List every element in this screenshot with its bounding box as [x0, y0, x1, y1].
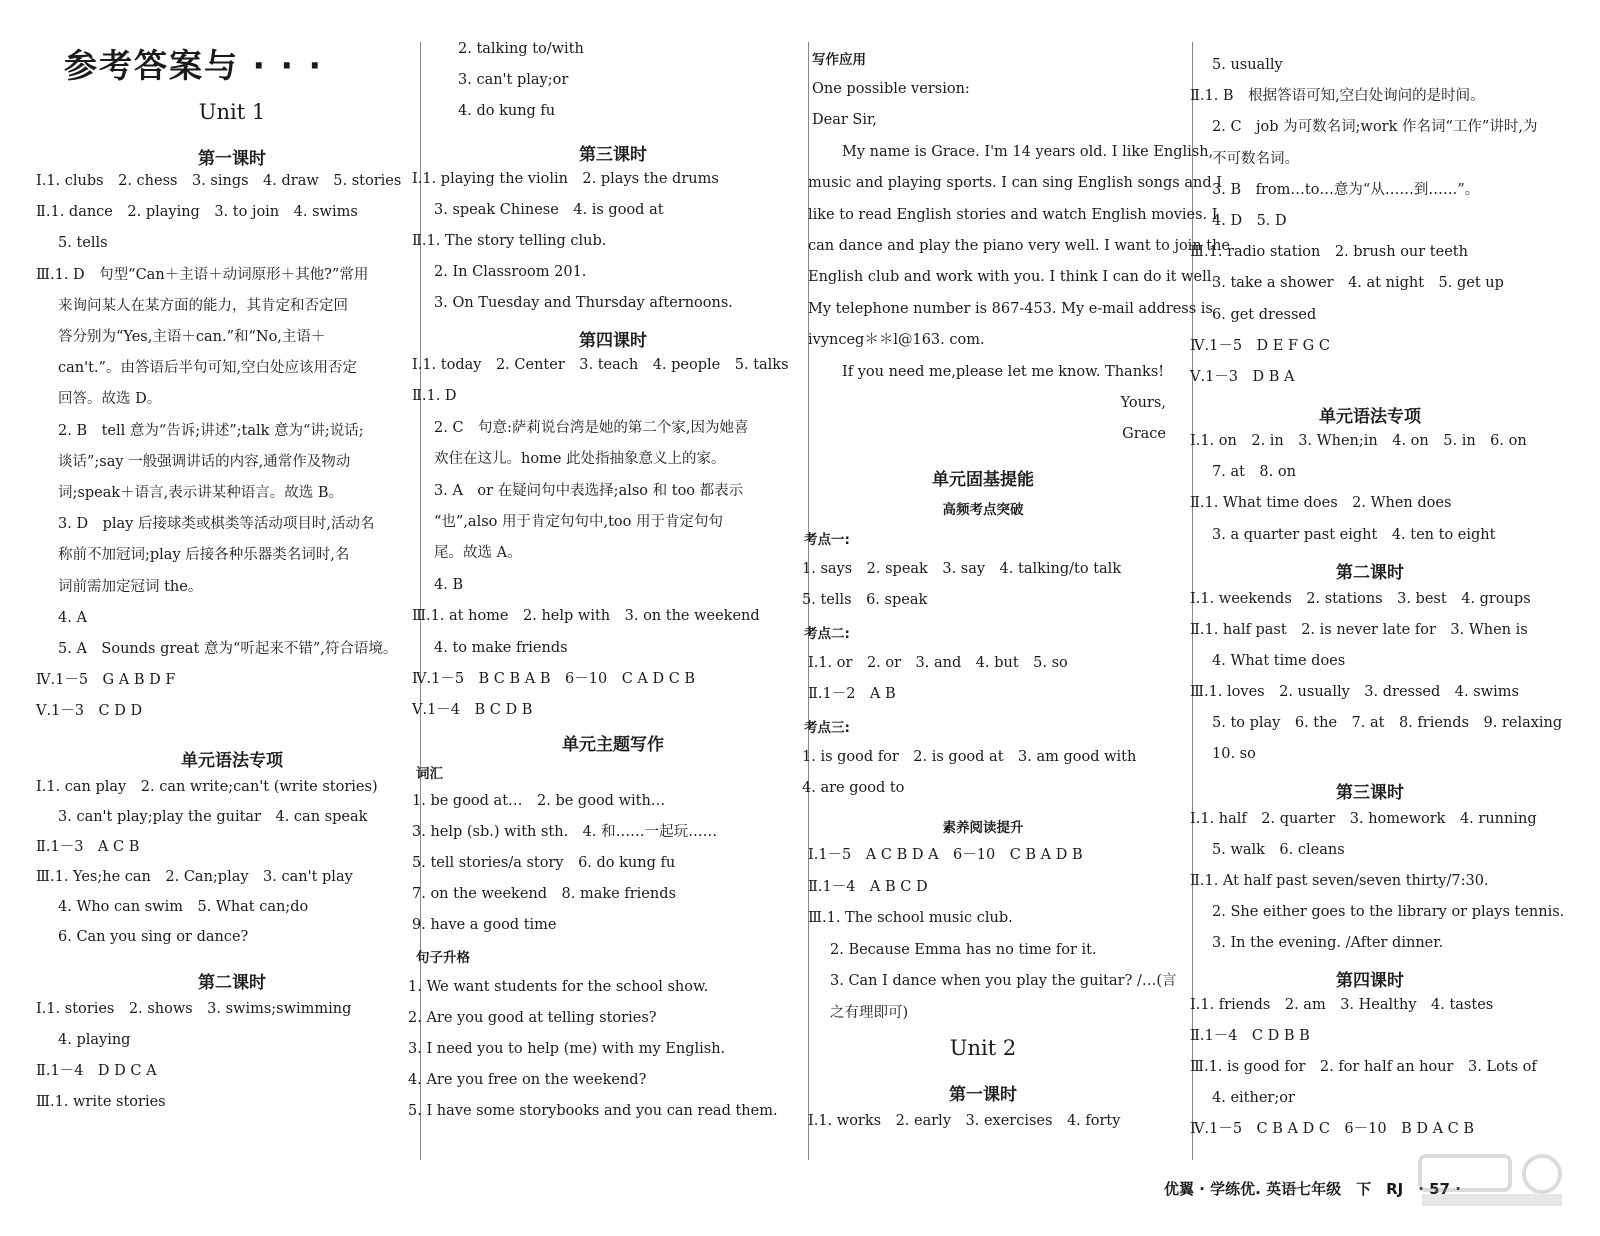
section-heading: 第三课时: [1336, 783, 1404, 803]
answer-line: 词前需加定冠词 the。: [58, 578, 203, 595]
answer-line: Ⅰ.1. stories 2. shows 3. swims;swimming: [36, 1001, 352, 1017]
answer-line: 3. B from…to…意为“从……到……”。: [1212, 181, 1480, 198]
answer-line: 4. Who can swim 5. What can;do: [58, 899, 309, 915]
answer-line: Ⅱ.1. At half past seven/seven thirty/7:30.: [1190, 873, 1489, 889]
section-heading: 第三课时: [579, 145, 647, 165]
answer-line: 6. get dressed: [1212, 306, 1317, 323]
answer-line: 4. Are you free on the weekend?: [408, 1072, 647, 1088]
answer-line: can't.”。由答语后半句可知,空白处应该用否定: [58, 360, 358, 377]
answer-line: Ⅰ.1. clubs 2. chess 3. sings 4. draw 5. stories: [36, 173, 402, 189]
answer-line: music and playing sports. I can sing English songs and I: [808, 175, 1222, 192]
answer-line: Ⅲ.1. D 句型“Can＋主语＋动词原形＋其他?”常用: [36, 266, 369, 283]
answer-line: 10. so: [1212, 746, 1256, 762]
answer-line: 5. I have some storybooks and you can read them.: [408, 1103, 778, 1119]
answer-line: 3. On Tuesday and Thursday afternoons.: [434, 295, 733, 311]
watermark-logo-icon: [1412, 1150, 1572, 1210]
answer-line: 6. Can you sing or dance?: [58, 929, 249, 945]
section-heading: 单元主题写作: [562, 735, 664, 755]
answer-line: 3. can't play;play the guitar 4. can speak: [58, 809, 368, 825]
answer-line: 4. do kung fu: [458, 103, 556, 119]
answer-line: Ⅱ.1－4 D D C A: [36, 1063, 157, 1079]
answer-line: 称前不加冠词;play 后接各种乐器类名词时,名: [58, 547, 350, 564]
answer-line: One possible version:: [812, 81, 970, 97]
answer-line: 9. have a good time: [412, 917, 557, 933]
answer-line: 4. are good to: [802, 780, 905, 796]
answer-line: Ⅱ.1－4 A B C D: [808, 878, 928, 895]
answer-line: 7. on the weekend 8. make friends: [412, 886, 676, 902]
answer-line: Ⅱ.1. B 根据答语可知,空白处询问的是时间。: [1190, 88, 1485, 105]
subheading: 素养阅读提升: [942, 820, 1024, 836]
answer-line: Ⅳ.1－5 G A B D F: [36, 672, 176, 689]
answer-line: Ⅰ.1. weekends 2. stations 3. best 4. groups: [1190, 591, 1531, 607]
answer-line: Ⅳ.1－5 C B A D C 6－10 B D A C B: [1190, 1121, 1475, 1137]
kaodian-label: 考点一:: [804, 532, 850, 548]
answer-line: like to read English stories and watch English movies. I: [808, 206, 1218, 223]
answer-line: 欢住在这儿。home 此处指抽象意义上的家。: [434, 451, 726, 468]
answer-line: 2. Because Emma has no time for it.: [830, 941, 1097, 958]
answer-line: 1. We want students for the school show.: [408, 979, 709, 995]
answer-line: Ⅱ.1. dance 2. playing 3. to join 4. swims: [36, 204, 358, 221]
answer-line: 4. B: [434, 576, 464, 593]
kaodian-label: 考点二:: [804, 626, 850, 642]
answer-line: Ⅰ.1. friends 2. am 3. Healthy 4. tastes: [1190, 997, 1494, 1013]
answer-line: 不可数名词。: [1212, 150, 1299, 167]
section-heading: 单元语法专项: [181, 751, 283, 771]
section-heading: 单元固基提能: [932, 470, 1034, 490]
answer-line: 5. tells 6. speak: [802, 592, 928, 608]
answer-line: 答分别为“Yes,主语＋can.”和“No,主语＋: [58, 329, 326, 345]
answer-line: Ⅰ.1. today 2. Center 3. teach 4. people 5. talks: [412, 357, 789, 373]
section-heading: 第一课时: [198, 149, 266, 169]
answer-line: 1. says 2. speak 3. say 4. talking/to talk: [802, 561, 1122, 577]
answer-line: ivynceg＊＊l@163. com.: [808, 332, 985, 349]
answer-line: 谈话”;say 一般强调讲话的内容,通常作及物动: [58, 453, 351, 470]
answer-line: Ⅰ.1－5 A C B D A 6－10 C B A D B: [808, 847, 1083, 863]
kaodian-label: 考点三:: [804, 720, 850, 736]
answer-line: 回答。故选 D。: [58, 391, 162, 408]
answer-line: Ⅴ.1－3 C D D: [36, 703, 143, 720]
answer-line: Ⅲ.1. loves 2. usually 3. dressed 4. swims: [1190, 684, 1519, 700]
answer-line: 3. I need you to help (me) with my English.: [408, 1041, 726, 1057]
answer-line: Ⅰ.1. or 2. or 3. and 4. but 5. so: [808, 655, 1068, 671]
answer-line: 2. C 句意:萨莉说台湾是她的第二个家,因为她喜: [434, 419, 749, 436]
answer-line: 之有理即可): [830, 1005, 909, 1021]
section-heading: 第二课时: [198, 973, 266, 993]
answer-line: 2. C job 为可数名词;work 作名词“工作”讲时,为: [1212, 119, 1538, 136]
answer-line: Ⅱ.1－2 A B: [808, 686, 896, 702]
answer-line: 3. Can I dance when you play the guitar? /…(言: [830, 973, 1177, 990]
answer-line: 1. be good at… 2. be good with…: [412, 793, 666, 809]
answer-line: Ⅴ.1－3 D B A: [1190, 369, 1295, 385]
answer-line: Ⅱ.1. half past 2. is never late for 3. When is: [1190, 622, 1528, 638]
answer-line: 来询问某人在某方面的能力，其肯定和否定回: [58, 297, 348, 314]
answer-line: Ⅱ.1－4 C D B B: [1190, 1028, 1310, 1044]
subheading: 高频考点突破: [942, 502, 1024, 518]
answer-line: English club and work with you. I think I can do it well.: [808, 269, 1216, 286]
unit-heading: Unit 2: [949, 1036, 1017, 1060]
answer-line: Yours,: [1120, 395, 1166, 411]
unit-heading: Unit 1: [198, 100, 266, 124]
answer-line: 5. tell stories/a story 6. do kung fu: [412, 855, 676, 871]
answer-line: can dance and play the piano very well. I want to join the: [808, 238, 1231, 254]
answer-line: 5. usually: [1212, 57, 1283, 73]
answer-line: 1. is good for 2. is good at 3. am good with: [802, 749, 1137, 765]
answer-line: Ⅰ.1. can play 2. can write;can't (write stories): [36, 779, 378, 795]
answer-line: 5. walk 6. cleans: [1212, 842, 1345, 858]
subheading: 写作应用: [812, 52, 866, 68]
subheading: 句子升格: [416, 950, 470, 966]
section-heading: 第四课时: [579, 331, 647, 351]
answer-line: 2. B tell 意为“告诉;讲述”;talk 意为“讲;说话;: [58, 422, 364, 439]
answer-line: Ⅱ.1. D: [412, 388, 457, 405]
answer-line: Ⅲ.1. at home 2. help with 3. on the weekend: [412, 608, 760, 625]
page-title: 参考答案与 · · ·: [64, 46, 324, 85]
answer-line: Ⅱ.1. What time does 2. When does: [1190, 495, 1452, 512]
answer-line: Dear Sir,: [812, 112, 877, 129]
answer-line: Ⅰ.1. works 2. early 3. exercises 4. forty: [808, 1113, 1121, 1129]
answer-line: 4. What time does: [1212, 653, 1346, 669]
answer-line: 尾。故选 A。: [434, 545, 522, 562]
subheading: 词汇: [416, 766, 443, 782]
answer-line: 词;speak＋语言,表示讲某种语言。故选 B。: [58, 485, 343, 501]
answer-line: 2. Are you good at telling stories?: [408, 1010, 657, 1026]
answer-line: Ⅴ.1－4 B C D B: [412, 702, 533, 719]
answer-line: Ⅲ.1. radio station 2. brush our teeth: [1190, 244, 1468, 261]
section-heading: 第一课时: [949, 1085, 1017, 1105]
answer-line: 3. speak Chinese 4. is good at: [434, 202, 664, 218]
answer-line: 7. at 8. on: [1212, 464, 1296, 481]
answer-line: Ⅳ.1－5 D E F G C: [1190, 337, 1330, 354]
answer-line: 4. A: [58, 609, 87, 626]
answer-line: If you need me,please let me know. Thanks!: [842, 363, 1165, 380]
answer-line: Ⅰ.1. playing the violin 2. plays the drums: [412, 171, 719, 187]
answer-line: 2. talking to/with: [458, 41, 584, 57]
answer-line: 4. either;or: [1212, 1090, 1295, 1106]
answer-line: 3. A or 在疑问句中表选择;also 和 too 都表示: [434, 482, 744, 499]
answer-line: Ⅲ.1. write stories: [36, 1094, 166, 1110]
answer-line: Ⅱ.1－3 A C B: [36, 839, 140, 855]
section-heading: 单元语法专项: [1319, 407, 1421, 427]
answer-line: 4. D 5. D: [1212, 213, 1287, 229]
answer-line: Ⅰ.1. on 2. in 3. When;in 4. on 5. in 6. on: [1190, 433, 1527, 449]
answer-line: Grace: [1122, 426, 1166, 443]
answer-line: 3. take a shower 4. at night 5. get up: [1212, 275, 1504, 292]
answer-line: 5. tells: [58, 235, 108, 252]
answer-line: 5. A Sounds great 意为“听起来不错”,符合语境。: [58, 641, 398, 657]
answer-line: 3. D play 后接球类或棋类等活动项目时,活动名: [58, 516, 375, 533]
section-heading: 第二课时: [1336, 563, 1404, 583]
answer-line: 3. can't play;or: [458, 72, 569, 88]
page-footer: 优翼 · 学练优. 英语七年级 下 RJ · 57 ·: [1164, 1180, 1461, 1198]
answer-line: My name is Grace. I'm 14 years old. I like English,: [842, 143, 1214, 160]
answer-line: “也”,also 用于肯定句句中,too 用于肯定句句: [434, 514, 724, 530]
answer-line: 3. a quarter past eight 4. ten to eight: [1212, 526, 1496, 543]
answer-line: 3. help (sb.) with sth. 4. 和……一起玩……: [412, 824, 718, 840]
answer-line: Ⅲ.1. The school music club.: [808, 910, 1013, 927]
answer-line: Ⅲ.1. Yes;he can 2. Can;play 3. can't play: [36, 869, 353, 885]
answer-line: 3. In the evening. /After dinner.: [1212, 935, 1444, 951]
answer-line: Ⅱ.1. The story telling club.: [412, 233, 607, 249]
answer-line: Ⅳ.1－5 B C B A B 6－10 C A D C B: [412, 671, 696, 687]
answer-line: Ⅲ.1. is good for 2. for half an hour 3. Lots of: [1190, 1059, 1537, 1075]
section-heading: 第四课时: [1336, 971, 1404, 991]
answer-line: 4. to make friends: [434, 639, 568, 656]
answer-line: 4. playing: [58, 1032, 131, 1048]
answer-line: 2. In Classroom 201.: [434, 264, 587, 280]
answer-line: 5. to play 6. the 7. at 8. friends 9. relaxing: [1212, 715, 1563, 731]
answer-line: Ⅰ.1. half 2. quarter 3. homework 4. running: [1190, 811, 1537, 827]
answer-line: My telephone number is 867-453. My e-mail address is: [808, 300, 1213, 317]
answer-line: 2. She either goes to the library or plays tennis.: [1212, 904, 1565, 920]
